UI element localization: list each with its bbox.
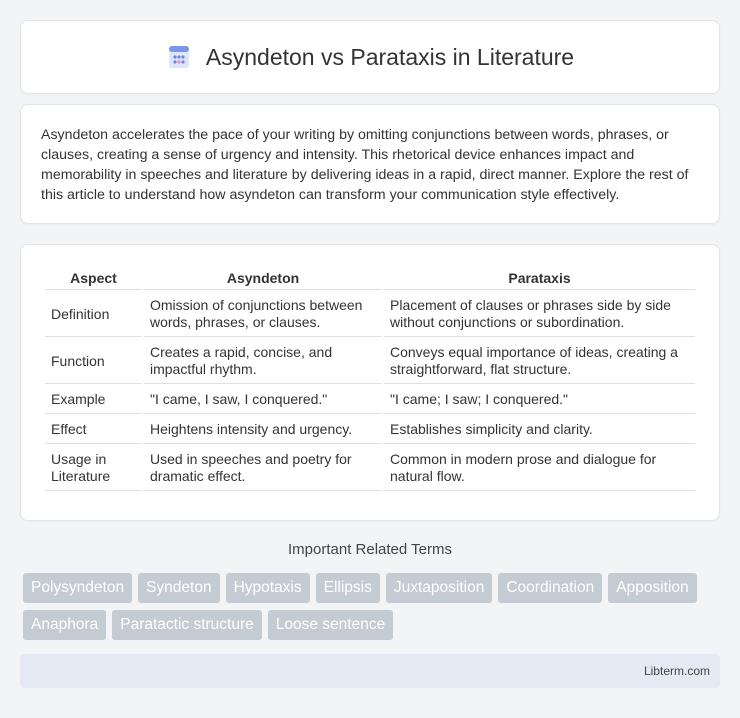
asyndeton-cell: Used in speeches and poetry for dramatic effect.: [144, 446, 382, 491]
related-term-tag[interactable]: Loose sentence: [268, 610, 393, 640]
aspect-cell: Example: [45, 386, 142, 414]
related-term-tag[interactable]: Anaphora: [23, 610, 106, 640]
related-terms-tags: [23, 573, 723, 640]
column-header-parataxis: Parataxis: [384, 267, 695, 290]
footer: [20, 654, 720, 688]
asyndeton-cell: Omission of conjunctions between words, phrases, or clauses.: [144, 292, 382, 337]
column-header-aspect: Aspect: [45, 267, 142, 290]
table-row: [45, 386, 695, 414]
parataxis-cell: Conveys equal importance of ideas, creating a straightforward, flat structure.: [384, 339, 695, 384]
document-icon: [166, 44, 192, 70]
related-term-tag[interactable]: Ellipsis: [316, 573, 380, 603]
aspect-cell: Effect: [45, 416, 142, 444]
asyndeton-cell: "I came, I saw, I conquered.": [144, 386, 382, 414]
related-term-tag[interactable]: Polysyndeton: [23, 573, 132, 603]
aspect-cell: Usage in Literature: [45, 446, 142, 491]
intro-card: [20, 104, 720, 224]
header-card: [20, 20, 720, 94]
table-row: [45, 416, 695, 444]
comparison-table-card: [20, 244, 720, 521]
table-header-row: [45, 267, 695, 290]
parataxis-cell: "I came; I saw; I conquered.": [384, 386, 695, 414]
parataxis-cell: Establishes simplicity and clarity.: [384, 416, 695, 444]
asyndeton-cell: Heightens intensity and urgency.: [144, 416, 382, 444]
comparison-table: [43, 265, 697, 493]
related-term-tag[interactable]: Juxtaposition: [386, 573, 492, 603]
page-title: Asyndeton vs Parataxis in Literature: [205, 43, 575, 70]
table-row: [45, 339, 695, 384]
parataxis-cell: Placement of clauses or phrases side by side without conjunctions or subordination.: [384, 292, 695, 337]
related-term-tag[interactable]: Paratactic structure: [112, 610, 262, 640]
related-term-tag[interactable]: Hypotaxis: [226, 573, 310, 603]
table-row: [45, 446, 695, 491]
related-terms-title: Important Related Terms: [288, 541, 452, 558]
asyndeton-cell: Creates a rapid, concise, and impactful rhythm.: [144, 339, 382, 384]
footer-site-link[interactable]: Libterm.com: [643, 664, 710, 678]
related-term-tag[interactable]: Syndeton: [138, 573, 220, 603]
aspect-cell: Definition: [45, 292, 142, 337]
intro-paragraph: Asyndeton accelerates the pace of your writing by omitting conjunctions between words, phrases, or clauses, creating a sense of urgency and intensity. This rhetorical device enhances impact and memorability in speeches and literature by delivering ideas in a rapid, direct manner. Explore the rest of this article to understand how asyndeton can transform your communication style effectively.: [41, 127, 689, 203]
parataxis-cell: Common in modern prose and dialogue for natural flow.: [384, 446, 695, 491]
title-wrap: [166, 44, 574, 71]
column-header-asyndeton: Asyndeton: [144, 267, 382, 290]
related-term-tag[interactable]: Apposition: [608, 573, 696, 603]
related-term-tag[interactable]: Coordination: [498, 573, 602, 603]
aspect-cell: Function: [45, 339, 142, 384]
table-row: [45, 292, 695, 337]
